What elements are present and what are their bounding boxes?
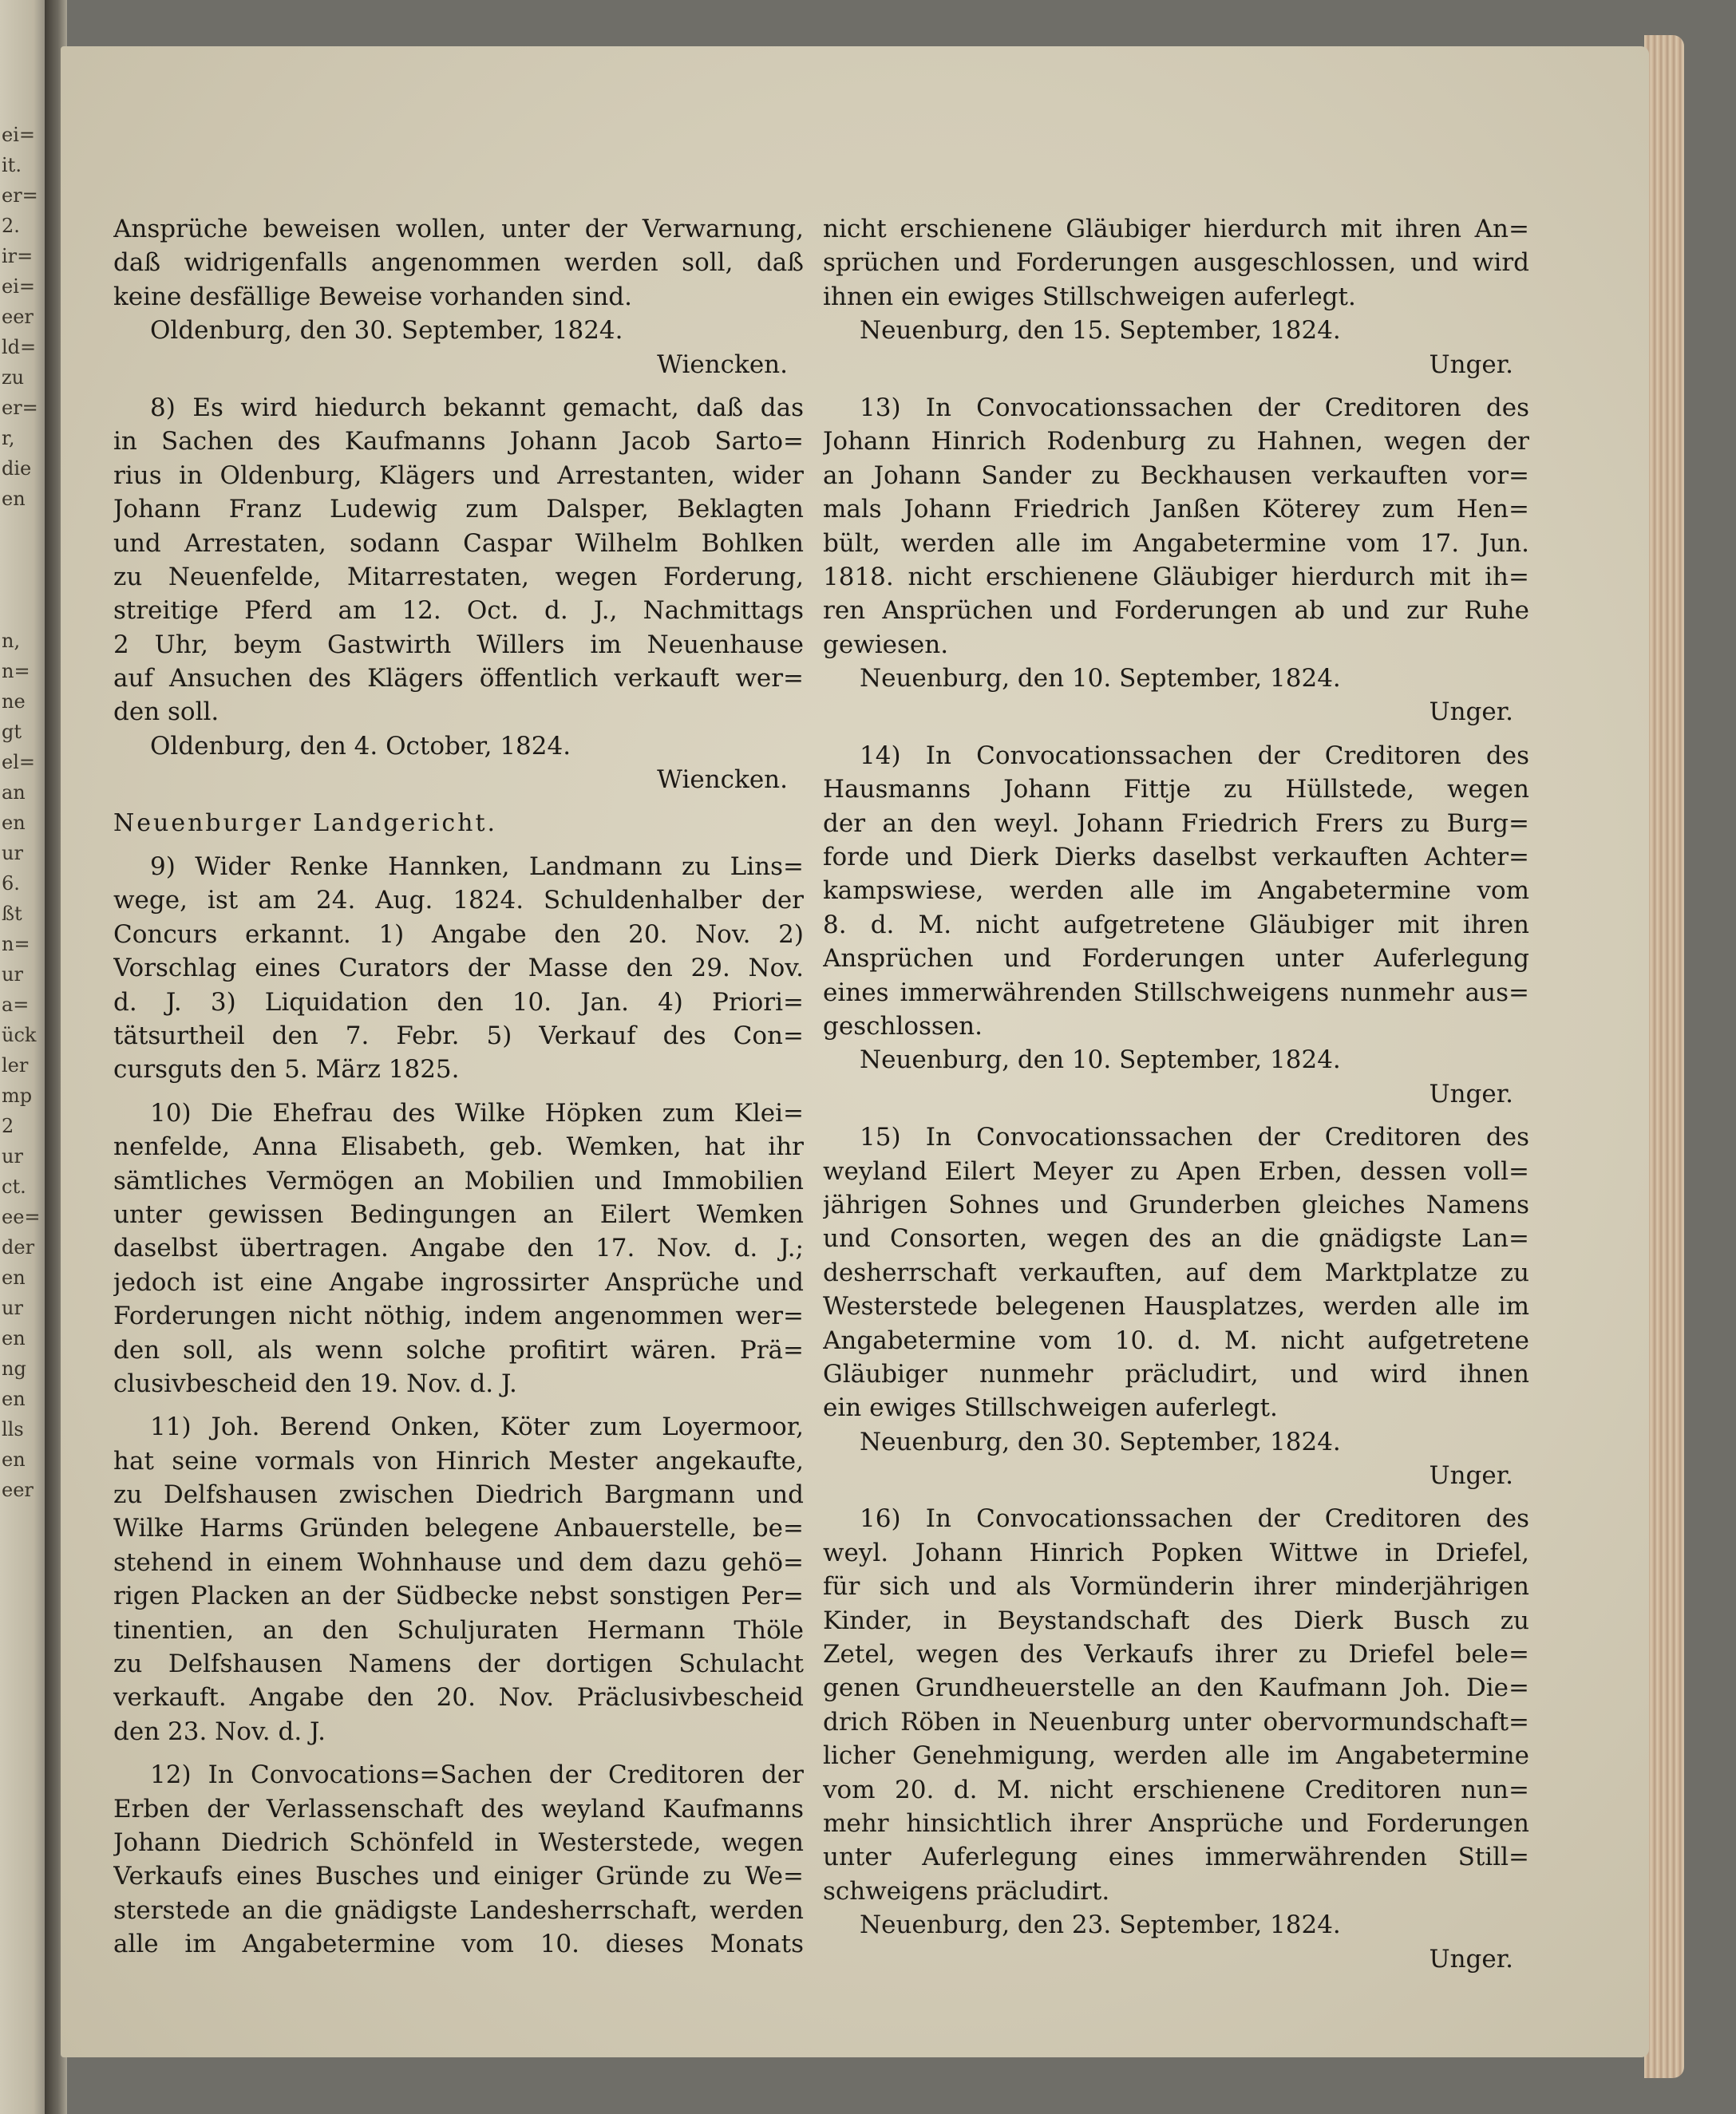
text-line: sprüchen und Forderungen ausgeschlossen, und wird xyxy=(823,248,1529,278)
text-line: Forderungen nicht nöthig, indem angenommen wer= xyxy=(113,1302,804,1331)
text-line: Johann Hinrich Rodenburg zu Hahnen, wegen der xyxy=(823,427,1529,456)
margin-fragment: ßt xyxy=(2,903,22,925)
text-line: jedoch ist eine Angabe ingrossirter Ansprüche und xyxy=(113,1267,804,1297)
text-line: Wilke Harms Gründen belegene Anbauerstelle, be= xyxy=(113,1514,804,1543)
text-line: licher Genehmigung, werden alle im Angabetermine xyxy=(823,1741,1529,1771)
date-line: Oldenburg, den 30. September, 1824. xyxy=(150,316,623,346)
paragraph-gap xyxy=(113,381,804,391)
paragraph-gap xyxy=(823,1111,1529,1120)
right-text-column xyxy=(823,212,1529,1976)
text-line: genen Grundheuerstelle an den Kaufmann Joh. Die= xyxy=(823,1673,1529,1703)
text-line: 8) Es wird hiedurch bekannt gemacht, daß das xyxy=(150,393,804,422)
margin-fragment: 2. xyxy=(2,215,20,237)
text-line: 12) In Convocations=Sachen der Creditoren der xyxy=(150,1760,804,1790)
text-line: tätsurtheil den 7. Febr. 5) Verkauf des Con= xyxy=(113,1021,804,1050)
text-line: in Sachen des Kaufmanns Johann Jacob Sarto= xyxy=(113,427,804,456)
text-line: drich Röben in Neuenburg unter obervormundschaft= xyxy=(823,1707,1529,1737)
margin-fragment: ct. xyxy=(2,1176,26,1198)
text-line: Ansprüche beweisen wollen, unter der Verwarnung, xyxy=(113,215,804,243)
text-line: daß widrigenfalls angenommen werden soll, daß xyxy=(113,248,804,278)
left-column-paragraph xyxy=(113,807,804,840)
margin-fragment: ler xyxy=(2,1054,29,1077)
margin-fragment: eer xyxy=(2,306,34,328)
text-line: stehend in einem Wohnhause und dem dazu gehö= xyxy=(113,1547,804,1577)
text-line: Erben der Verlassenschaft des weyland Kaufmanns xyxy=(113,1794,804,1824)
section-heading: Neuenburger Landgericht. xyxy=(113,808,498,837)
text-line: 14) In Convocationssachen der Creditoren des xyxy=(860,741,1529,770)
paragraph-gap xyxy=(113,1748,804,1758)
text-line: 13) In Convocationssachen der Creditoren des xyxy=(860,393,1529,422)
margin-fragment: en xyxy=(2,1448,26,1471)
date-line: Neuenburg, den 10. September, 1824. xyxy=(860,664,1341,693)
left-column-paragraph xyxy=(113,212,804,381)
paragraph-gap xyxy=(823,1492,1529,1502)
margin-fragment: n= xyxy=(2,933,30,955)
text-line: unter Auferlegung eines immerwährenden Still= xyxy=(823,1843,1529,1872)
text-line: Johann Diedrich Schönfeld in Westerstede, wegen xyxy=(113,1828,804,1857)
text-line: 8. d. M. nicht aufgetretene Gläubiger mit ihren xyxy=(823,910,1529,939)
text-line: 15) In Convocationssachen der Creditoren des xyxy=(860,1123,1529,1152)
text-line: Hausmanns Johann Fittje zu Hüllstede, wegen xyxy=(823,775,1529,804)
text-line: vom 20. d. M. nicht erschienene Creditoren nun= xyxy=(823,1775,1529,1804)
margin-fragment: er= xyxy=(2,397,38,419)
text-line: wege, ist am 24. Aug. 1824. Schuldenhalber der xyxy=(113,886,804,915)
margin-fragment: er= xyxy=(2,184,38,207)
margin-fragment: ei= xyxy=(2,124,35,146)
text-line: rius in Oldenburg, Klägers und Arrestanten, wider xyxy=(113,460,804,490)
text-line: zu Neuenfelde, Mitarrestaten, wegen Forderung, xyxy=(113,562,804,591)
margin-fragment: en xyxy=(2,1388,26,1410)
margin-fragment: der xyxy=(2,1236,35,1259)
text-line: mehr hinsichtlich ihrer Ansprüche und Forderungen xyxy=(823,1808,1529,1838)
text-line: sterstede an die gnädigste Landesherrschaft, werden xyxy=(113,1895,804,1925)
text-line: den soll. xyxy=(113,697,219,727)
text-line: jährigen Sohnes und Grunderben gleiches Namens xyxy=(823,1190,1529,1219)
text-line: cursguts den 5. März 1825. xyxy=(113,1055,460,1085)
margin-fragment: zu xyxy=(2,366,25,389)
text-line: zu Delfshausen Namens der dortigen Schulacht xyxy=(113,1650,804,1679)
text-line: der an den weyl. Johann Friedrich Frers zu Burg= xyxy=(823,808,1529,838)
margin-fragment: ei= xyxy=(2,275,35,298)
text-line: nicht erschienene Gläubiger hierdurch mit ihren An= xyxy=(823,215,1529,243)
right-column-paragraph xyxy=(823,212,1529,381)
text-line: auf Ansuchen des Klägers öffentlich verkauft wer= xyxy=(113,664,804,693)
text-line: für sich und als Vormünderin ihrer minderjährigen xyxy=(823,1572,1529,1602)
text-line: Gläubiger nunmehr präcludirt, und wird ihnen xyxy=(823,1359,1529,1389)
left-column-paragraph xyxy=(113,850,804,1087)
text-line: Angabetermine vom 10. d. M. nicht aufgetretene xyxy=(823,1326,1529,1355)
paragraph-gap xyxy=(113,797,804,807)
paragraph-gap xyxy=(823,729,1529,739)
date-line: Oldenburg, den 4. October, 1824. xyxy=(150,731,571,761)
margin-fragment: r, xyxy=(2,427,15,449)
text-line: verkauft. Angabe den 20. Nov. Präclusivbescheid xyxy=(113,1683,804,1713)
text-line: und Consorten, wegen des an die gnädigste Lan= xyxy=(823,1224,1529,1254)
text-line: hat seine vormals von Hinrich Mester angekaufte, xyxy=(113,1446,804,1476)
date-line: Neuenburg, den 23. September, 1824. xyxy=(860,1911,1341,1940)
signature-line: Wiencken. xyxy=(657,765,788,795)
text-line: an Johann Sander zu Beckhausen verkauften vor= xyxy=(823,460,1529,490)
text-line: geschlossen. xyxy=(823,1011,983,1041)
margin-fragment: eer xyxy=(2,1479,34,1501)
margin-fragment: an xyxy=(2,781,26,804)
margin-fragment: ee= xyxy=(2,1206,41,1228)
right-column-paragraph xyxy=(823,1502,1529,1975)
left-column-paragraph xyxy=(113,391,804,797)
text-line: 16) In Convocationssachen der Creditoren des xyxy=(860,1504,1529,1534)
text-line: 2 Uhr, beym Gastwirth Willers im Neuenhause xyxy=(113,630,804,659)
text-line: Verkaufs eines Busches und einiger Gründe zu We= xyxy=(113,1862,804,1891)
paragraph-gap xyxy=(113,1087,804,1097)
date-line: Neuenburg, den 30. September, 1824. xyxy=(860,1427,1341,1456)
text-line: clusivbescheid den 19. Nov. d. J. xyxy=(113,1369,517,1398)
text-line: tinentien, an den Schuljuraten Hermann Thöle xyxy=(113,1615,804,1645)
right-column-paragraph xyxy=(823,1120,1529,1492)
margin-fragment: en xyxy=(2,1327,26,1349)
margin-fragment: ur xyxy=(2,963,23,986)
left-text-column xyxy=(113,212,804,1962)
text-line: Westerstede belegenen Hausplatzes, werden alle im xyxy=(823,1292,1529,1322)
margin-fragment: ur xyxy=(2,842,23,864)
margin-fragment: ne xyxy=(2,690,26,713)
margin-fragment: en xyxy=(2,1266,26,1289)
text-line: mals Johann Friedrich Janßen Köterey zum Hen= xyxy=(823,495,1529,524)
margin-fragment: n, xyxy=(2,630,21,652)
margin-fragment: a= xyxy=(2,994,30,1016)
date-line: Neuenburg, den 15. September, 1824. xyxy=(860,316,1341,346)
text-line: Zetel, wegen des Verkaufs ihrer zu Driefel bele= xyxy=(823,1640,1529,1669)
text-line: Ansprüchen und Forderungen unter Auferlegung xyxy=(823,944,1529,974)
text-line: zu Delfshausen zwischen Diedrich Bargmann und xyxy=(113,1480,804,1510)
text-line: Vorschlag eines Curators der Masse den 29. Nov. xyxy=(113,954,804,983)
left-column-paragraph xyxy=(113,1097,804,1401)
paragraph-gap xyxy=(113,1401,804,1410)
left-column-paragraph xyxy=(113,1758,804,1961)
left-column-paragraph xyxy=(113,1410,804,1748)
text-line: eines immerwährenden Stillschweigens nunmehr aus= xyxy=(823,978,1529,1007)
margin-fragment: el= xyxy=(2,751,35,773)
previous-page-edge xyxy=(0,0,48,2114)
text-line: den soll, als wenn solche profitirt wären. Prä= xyxy=(113,1335,804,1365)
text-line: unter gewissen Bedingungen an Eilert Wemken xyxy=(113,1199,804,1229)
margin-fragment: ück xyxy=(2,1024,37,1046)
text-line: Concurs erkannt. 1) Angabe den 20. Nov. 2) xyxy=(113,919,804,949)
text-line: kampswiese, werden alle im Angabetermine vom xyxy=(823,876,1529,906)
text-line: d. J. 3) Liquidation den 10. Jan. 4) Priori= xyxy=(113,987,804,1017)
signature-line: Unger. xyxy=(1429,697,1513,727)
text-line: und Arrestaten, sodann Caspar Wilhelm Bohlken xyxy=(113,528,804,558)
page-block-edge xyxy=(1644,35,1684,2078)
text-line: streitige Pferd am 12. Oct. d. J., Nachmittags xyxy=(113,596,804,626)
margin-fragment: ld= xyxy=(2,336,37,358)
text-line: keine desfällige Beweise vorhanden sind. xyxy=(113,282,632,311)
text-line: 9) Wider Renke Hannken, Landmann zu Lins= xyxy=(150,852,804,882)
margin-fragment: gt xyxy=(2,721,22,743)
text-line: Johann Franz Ludewig zum Dalsper, Beklagten xyxy=(113,495,804,524)
text-line: alle im Angabetermine vom 10. dieses Monats xyxy=(113,1930,804,1959)
margin-fragment: ur xyxy=(2,1145,23,1168)
signature-line: Wiencken. xyxy=(657,350,788,379)
margin-fragment: en xyxy=(2,488,26,510)
paragraph-gap xyxy=(113,840,804,850)
margin-fragment: ir= xyxy=(2,245,34,267)
text-line: ren Ansprüchen und Forderungen ab und zur Ruhe xyxy=(823,596,1529,626)
margin-fragment: n= xyxy=(2,660,30,682)
document-page xyxy=(61,46,1649,2057)
margin-fragment: ur xyxy=(2,1297,23,1319)
text-line: ein ewiges Stillschweigen auferlegt. xyxy=(823,1393,1278,1423)
previous-page-text-fragments xyxy=(2,120,45,1505)
margin-fragment: die xyxy=(2,457,32,480)
margin-fragment: 6. xyxy=(2,872,20,895)
signature-line: Unger. xyxy=(1429,1944,1513,1974)
text-line: forde und Dierk Dierks daselbst verkauften Achter= xyxy=(823,843,1529,872)
text-line: desherrschaft verkauften, auf dem Marktplatze zu xyxy=(823,1258,1529,1287)
text-line: 10) Die Ehefrau des Wilke Höpken zum Klei= xyxy=(150,1098,804,1128)
text-line: gewiesen. xyxy=(823,630,949,659)
margin-fragment: ng xyxy=(2,1357,26,1380)
right-column-paragraph xyxy=(823,391,1529,729)
date-line: Neuenburg, den 10. September, 1824. xyxy=(860,1045,1341,1075)
text-line: bült, werden alle im Angabetermine vom 17. Jun. xyxy=(823,528,1529,558)
text-line: schweigens präcludirt. xyxy=(823,1876,1110,1906)
text-line: den 23. Nov. d. J. xyxy=(113,1717,326,1746)
margin-fragment: mp xyxy=(2,1085,33,1107)
text-line: sämtliches Vermögen an Mobilien und Immobilien xyxy=(113,1166,804,1195)
margin-fragment: lls xyxy=(2,1418,24,1440)
text-line: ihnen ein ewiges Stillschweigen auferlegt. xyxy=(823,282,1356,311)
paragraph-gap xyxy=(823,381,1529,391)
signature-line: Unger. xyxy=(1429,350,1513,379)
text-line: Kinder, in Beystandschaft des Dierk Busch zu xyxy=(823,1606,1529,1635)
text-line: 11) Joh. Berend Onken, Köter zum Loyermoor, xyxy=(150,1413,804,1442)
text-line: weyl. Johann Hinrich Popken Wittwe in Driefel, xyxy=(823,1538,1529,1567)
text-line: 1818. nicht erschienene Gläubiger hierdurch mit ih= xyxy=(823,562,1529,591)
signature-line: Unger. xyxy=(1429,1461,1513,1491)
signature-line: Unger. xyxy=(1429,1079,1513,1108)
margin-fragment: en xyxy=(2,812,26,834)
text-line: rigen Placken an der Südbecke nebst sonstigen Per= xyxy=(113,1582,804,1611)
text-line: nenfelde, Anna Elisabeth, geb. Wemken, hat ihr xyxy=(113,1132,804,1162)
margin-fragment: 2 xyxy=(2,1115,14,1137)
text-line: daselbst übertragen. Angabe den 17. Nov. d. J.; xyxy=(113,1234,804,1263)
right-column-paragraph xyxy=(823,739,1529,1111)
margin-fragment: it. xyxy=(2,154,22,176)
text-line: weyland Eilert Meyer zu Apen Erben, dessen voll= xyxy=(823,1156,1529,1186)
